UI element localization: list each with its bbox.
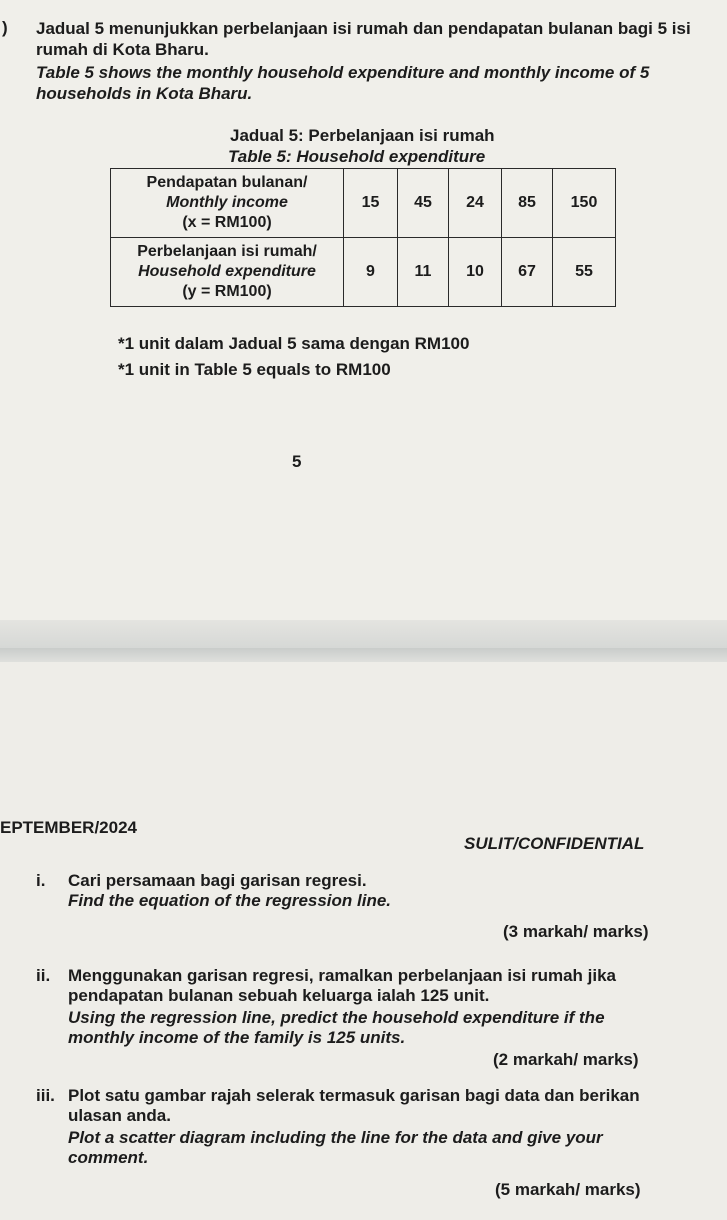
page-divider-shadow (0, 648, 727, 662)
question-number: i. (36, 871, 46, 890)
table-cell: 15 (344, 169, 398, 238)
question-marker: ) (2, 18, 8, 37)
page-divider (0, 620, 727, 648)
row-label-english: Monthly income (166, 194, 288, 211)
table-cell: 10 (449, 238, 502, 307)
row-label-unit: (y = RM100) (182, 283, 272, 300)
table-cell: 55 (553, 238, 616, 307)
marks-label: (3 markah/ marks) (503, 922, 649, 941)
question-text-english: Find the equation of the regression line. (68, 891, 392, 910)
question-number: iii. (36, 1086, 55, 1105)
table-cell: 67 (502, 238, 553, 307)
row-label-malay: Pendapatan bulanan/ (146, 174, 308, 191)
question-number: ii. (36, 966, 51, 985)
row-header-income (111, 169, 344, 238)
table-cell: 85 (502, 169, 553, 238)
table-title-english: Table 5: Household expenditure (228, 147, 486, 166)
row-label-malay: Perbelanjaan isi rumah/ (137, 243, 317, 260)
table-cell: 150 (553, 169, 616, 238)
table-cell: 45 (398, 169, 449, 238)
marks-label: (2 markah/ marks) (493, 1050, 639, 1069)
intro-text-english: Table 5 shows the monthly household expenditure and monthly income of 5 households in Kota Bharu. (36, 63, 650, 103)
table-cell: 24 (449, 169, 502, 238)
question-text-malay: Plot satu gambar rajah selerak termasuk garisan bagi data dan berikan ulasan anda. (68, 1086, 640, 1125)
data-table (110, 168, 616, 307)
page-header-date: EPTEMBER/2024 (0, 818, 137, 837)
table-row (111, 238, 616, 307)
page-header-classification: SULIT/CONFIDENTIAL (464, 834, 645, 853)
note-english: *1 unit in Table 5 equals to RM100 (118, 360, 391, 379)
table-row (111, 169, 616, 238)
page-number: 5 (292, 452, 302, 471)
note-malay: *1 unit dalam Jadual 5 sama dengan RM100 (118, 334, 470, 353)
intro-text-malay: Jadual 5 menunjukkan perbelanjaan isi rumah dan pendapatan bulanan bagi 5 isi rumah di Kota Bharu. (36, 19, 691, 59)
question-text-malay: Cari persamaan bagi garisan regresi. (68, 871, 367, 890)
table-title-malay: Jadual 5: Perbelanjaan isi rumah (230, 126, 495, 145)
question-text-malay: Menggunakan garisan regresi, ramalkan perbelanjaan isi rumah jika pendapatan bulanan sebuah keluarga ialah 125 unit. (68, 966, 616, 1005)
row-header-expenditure (111, 238, 344, 307)
question-text-english: Plot a scatter diagram including the line for the data and give your comment. (68, 1128, 603, 1167)
question-text-english: Using the regression line, predict the household expenditure if the monthly income of the family is 125 units. (68, 1008, 605, 1047)
table-cell: 11 (398, 238, 449, 307)
marks-label: (5 markah/ marks) (495, 1180, 641, 1199)
table-cell: 9 (344, 238, 398, 307)
row-label-english: Household expenditure (138, 263, 316, 280)
row-label-unit: (x = RM100) (182, 214, 272, 231)
